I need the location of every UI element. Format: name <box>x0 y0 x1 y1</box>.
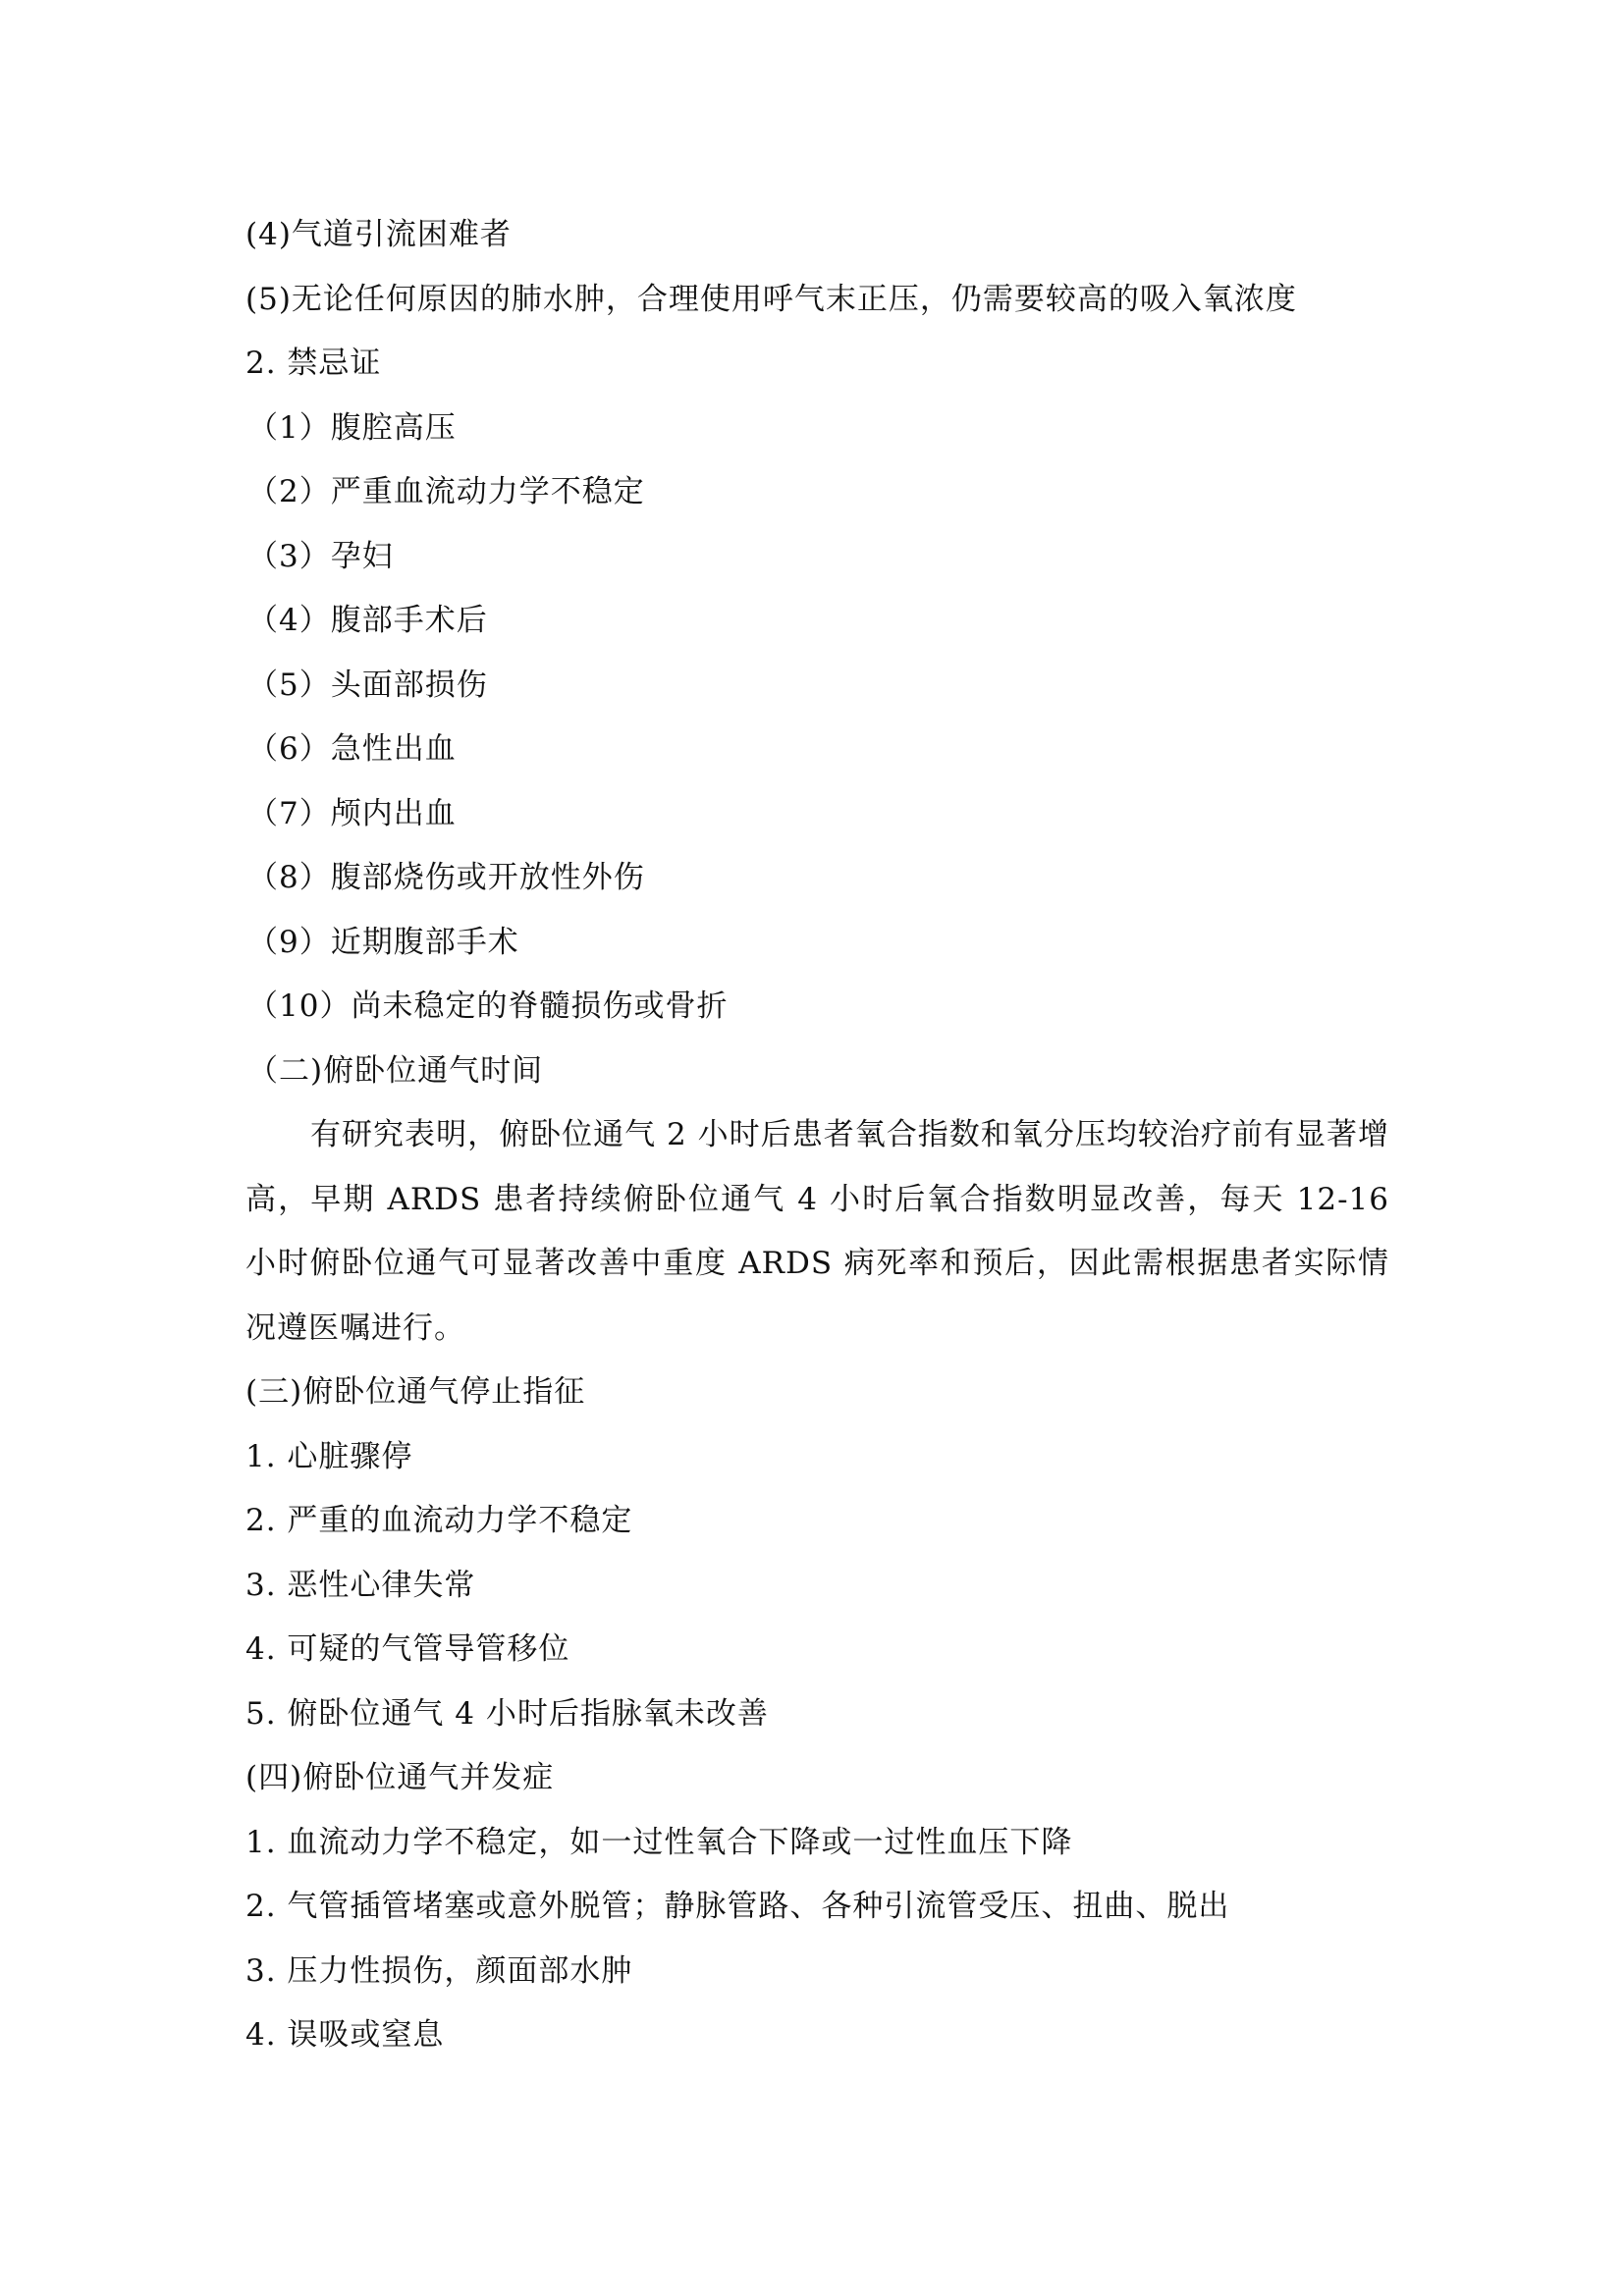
list-item-complication-1: 1. 血流动力学不稳定，如一过性氧合下降或一过性血压下降 <box>245 1824 1073 1860</box>
list-item-contraindication-2: （2）严重血流动力学不稳定 <box>247 474 645 509</box>
list-item-complication-4: 4. 误吸或窒息 <box>245 2017 445 2053</box>
section-heading-duration: （二)俯卧位通气时间 <box>247 1052 544 1089</box>
list-item-stop-3: 3. 恶性心律失常 <box>245 1567 476 1603</box>
paragraph-duration: 有研究表明，俯卧位通气 2 小时后患者氧合指数和氧分压均较治疗前有显著增高，早期 ARDS 患者持续俯卧位通气 4 小时后氧合指数明显改善，每天 12-16 小时俯卧位通气可显著改善中重度 ARDS 病死率和预后，因此需根据患者实际情况遵医嘱进行。 <box>245 1117 1389 1346</box>
list-item-stop-4: 4. 可疑的气管导管移位 <box>245 1631 570 1667</box>
list-item-contraindication-10: （10）尚未稳定的脊髓损伤或骨折 <box>247 988 729 1024</box>
list-item-indication-4: (4)气道引流困难者 <box>245 217 512 252</box>
list-item-contraindication-3: （3）孕妇 <box>247 538 394 574</box>
section-heading-stop-criteria: (三)俯卧位通气停止指征 <box>245 1374 586 1410</box>
list-item-indication-5: (5)无论任何原因的肺水肿，合理使用呼气末正压，仍需要较高的吸入氧浓度 <box>245 281 1297 317</box>
section-heading-complications: (四)俯卧位通气并发症 <box>245 1760 555 1795</box>
list-item-contraindication-9: （9）近期腹部手术 <box>247 924 519 960</box>
list-item-complication-3: 3. 压力性损伤，颜面部水肿 <box>245 1952 633 1989</box>
document-body <box>245 203 1389 2068</box>
list-item-contraindication-1: （1）腹腔高压 <box>247 409 457 446</box>
list-item-stop-2: 2. 严重的血流动力学不稳定 <box>245 1503 633 1538</box>
list-item-stop-5: 5. 俯卧位通气 4 小时后指脉氧未改善 <box>245 1695 769 1732</box>
list-item-complication-2: 2. 气管插管堵塞或意外脱管；静脉管路、各种引流管受压、扭曲、脱出 <box>245 1889 1230 1924</box>
list-item-stop-1: 1. 心脏骤停 <box>245 1438 413 1474</box>
list-item-contraindication-7: （7）颅内出血 <box>247 795 457 831</box>
list-item-contraindication-4: （4）腹部手术后 <box>247 603 488 638</box>
list-item-contraindication-6: （6）急性出血 <box>247 731 457 767</box>
list-item-contraindication-5: （5）头面部损伤 <box>247 667 488 703</box>
section-heading-contraindications: 2. 禁忌证 <box>245 346 382 381</box>
list-item-contraindication-8: （8）腹部烧伤或开放性外伤 <box>247 860 645 895</box>
